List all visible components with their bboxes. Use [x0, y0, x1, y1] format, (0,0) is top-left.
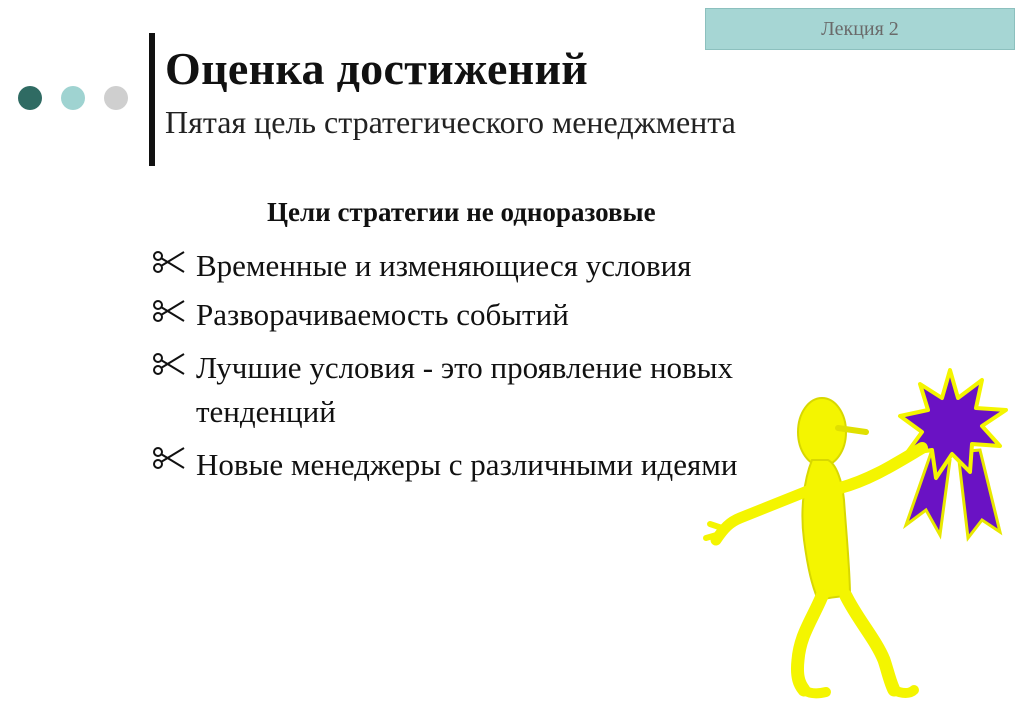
decor-dot-light	[61, 86, 85, 110]
bullet-item	[160, 293, 569, 337]
figure-head	[798, 398, 846, 466]
rosette-star	[900, 370, 1006, 478]
decor-dot-dark	[18, 86, 42, 110]
title-divider	[149, 33, 155, 166]
figure-foot-left	[804, 690, 826, 693]
bullet-text: Разворачиваемость событий	[196, 297, 569, 332]
figure-arm-right	[840, 448, 922, 488]
slide-title: Оценка достижений	[165, 43, 589, 94]
stick-figure-with-ribbon-illustration	[700, 360, 1024, 709]
bullet-text: Временные и изменяющиеся условия	[196, 248, 692, 283]
scissors-icon	[152, 350, 186, 378]
section-heading: Цели стратегии не одноразовые	[267, 197, 656, 227]
lecture-badge: Лекция 2	[705, 8, 1015, 50]
scissors-icon	[152, 248, 186, 276]
bullet-text: Лучшие условия - это проявление новых тенденций	[196, 350, 734, 429]
slide-subtitle: Пятая цель стратегического менеджмента	[165, 104, 736, 140]
figure-arm-left	[716, 490, 810, 540]
figure-cap-brim	[838, 428, 866, 432]
bullet-item	[160, 244, 691, 288]
scissors-icon	[152, 444, 186, 472]
figure-foot-right	[894, 690, 914, 693]
bullet-text: Новые менеджеры с различными идеями	[196, 447, 738, 482]
scissors-icon	[152, 297, 186, 325]
decor-dot-gray	[104, 86, 128, 110]
figure-leg-right	[846, 596, 894, 690]
figure-leg-left	[797, 596, 822, 690]
